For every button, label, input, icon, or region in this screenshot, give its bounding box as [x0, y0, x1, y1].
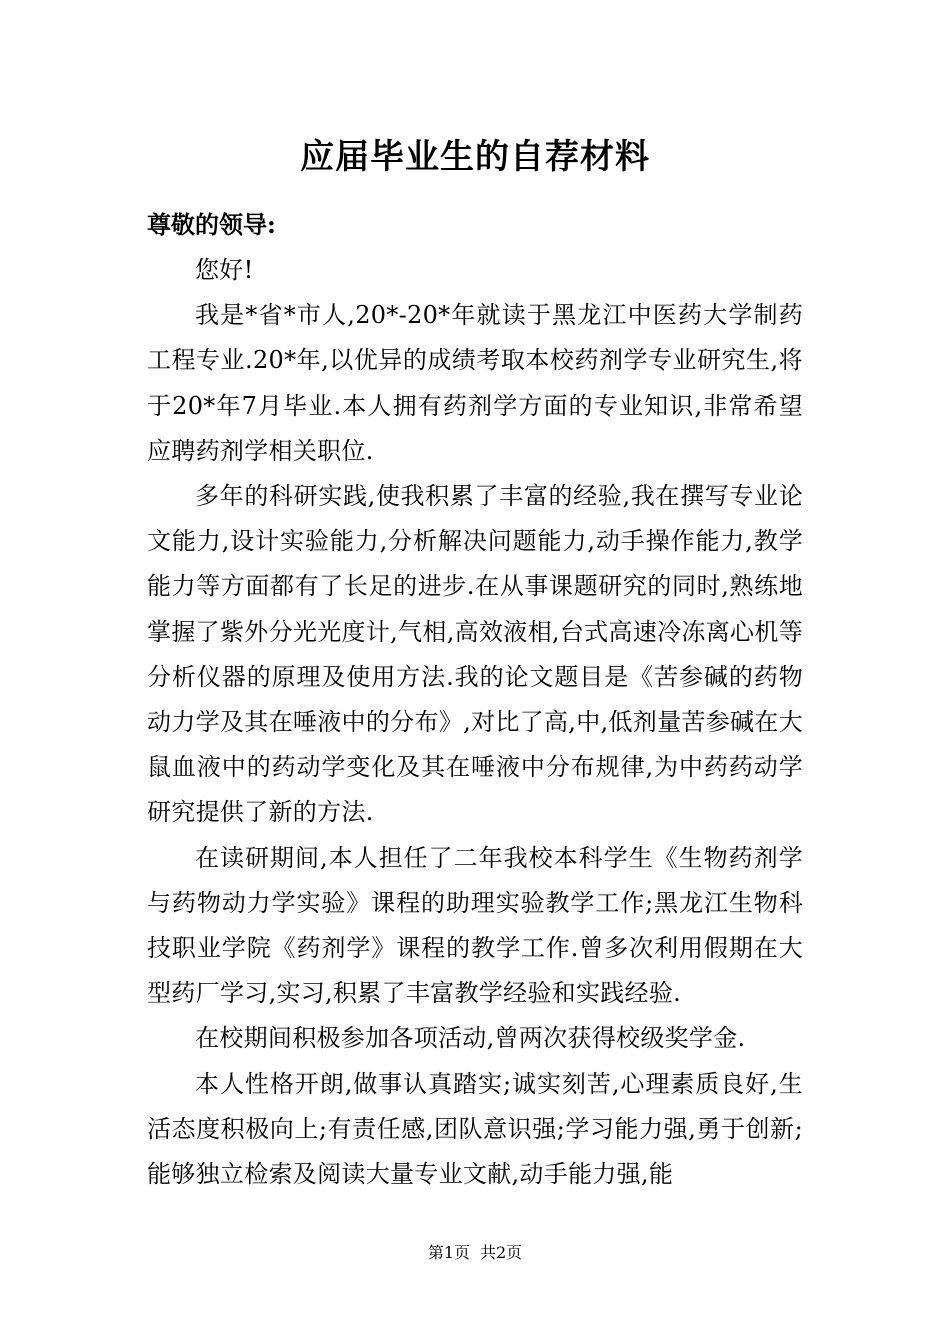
paragraph-activities: 在校期间积极参加各项活动,曾两次获得校级奖学金.: [195, 1024, 746, 1053]
paragraph-introduction: 我是*省*市人,20*-20*年就读于黑龙江中医药大学制药工程专业.20*年,以优异的成绩考取本校药剂学专业研究生,将于20*年7月毕业.本人拥有药剂学方面的专业知识,非常希望应聘药剂学相关职位.: [147, 301, 803, 465]
paragraph-personality: 本人性格开朗,做事认真踏实;诚实刻苦,心理素质良好,生活态度积极向上;有责任感,团队意识强;学习能力强,勇于创新;能够独立检索及阅读大量专业文献,动手能力强,能: [147, 1069, 803, 1189]
paragraph-greeting: 您好!: [195, 256, 254, 284]
page-footer: [0, 1241, 950, 1265]
page-number: 第1页: [427, 1243, 470, 1262]
document-title: 应届毕业生的自荐材料: [300, 137, 650, 177]
document-body: [147, 248, 803, 1197]
paragraph-research: 多年的科研实践,使我积累了丰富的经验,我在撰写专业论文能力,设计实验能力,分析解决问题能力,动手操作能力,教学能力等方面都有了长足的进步.在从事课题研究的同时,熟练地掌握了紫外分光光度计,气相,高效液相,台式高速冷冻离心机等分析仪器的原理及使用方法.我的论文题目是《苦参碱的药物动力学及其在唾液中的分布》,对比了高,中,低剂量苦参碱在大鼠血液中的药动学变化及其在唾液中分布规律,为中药药动学研究提供了新的方法.: [147, 482, 803, 827]
paragraph-teaching: 在读研期间,本人担任了二年我校本科学生《生物药剂学与药物动力学实验》课程的助理实验教学工作;黑龙江生物科技职业学院《药剂学》课程的教学工作.曾多次利用假期在大型药厂学习,实习,积累了丰富教学经验和实践经验.: [147, 843, 803, 1008]
page-total: 共2页: [480, 1243, 523, 1262]
salutation: 尊敬的领导:: [147, 210, 276, 239]
